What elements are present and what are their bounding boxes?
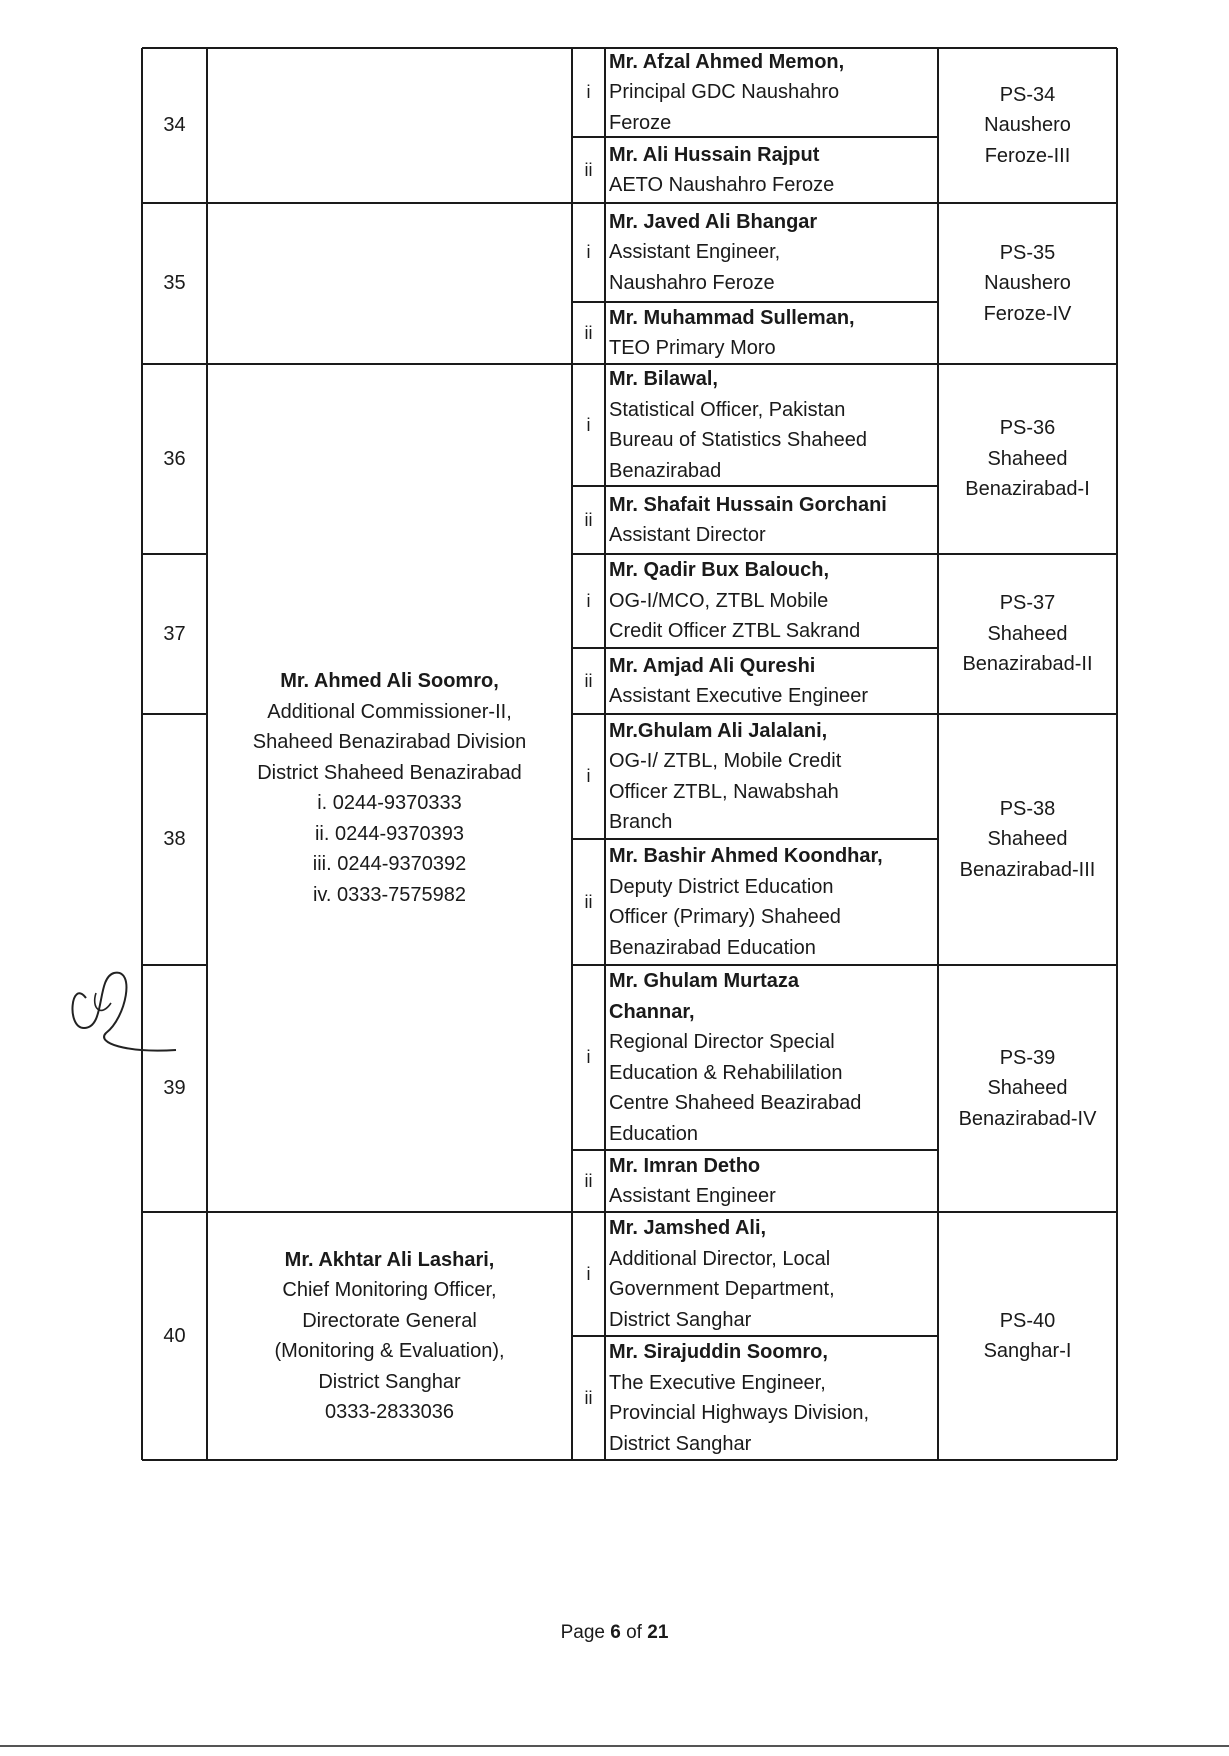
page-label: Page bbox=[560, 1622, 605, 1643]
polling-station-line: Feroze-IV bbox=[983, 302, 1072, 325]
member-line: Channar, bbox=[609, 1000, 695, 1023]
serial-number: 40 bbox=[163, 1324, 186, 1347]
polling-station-line: Benazirabad-III bbox=[959, 858, 1096, 881]
presiding-officer-cell bbox=[207, 364, 572, 1212]
officer-line: iv. 0333-7575982 bbox=[312, 883, 467, 906]
member-cell bbox=[605, 364, 938, 486]
member-cell bbox=[605, 203, 938, 302]
serial-number: 39 bbox=[163, 1077, 186, 1100]
member-line: Assistant Director bbox=[609, 524, 766, 546]
member-sub-index: ii bbox=[584, 670, 593, 691]
polling-station-line: Benazirabad-II bbox=[962, 653, 1093, 676]
member-line: Officer ZTBL, Nawabshah bbox=[609, 780, 839, 803]
officer-line: 0333-2833036 bbox=[324, 1401, 454, 1423]
serial-number-cell bbox=[142, 203, 207, 364]
member-sub-index: ii bbox=[584, 891, 593, 912]
member-line: Feroze bbox=[609, 111, 672, 134]
member-line: Naushahro Feroze bbox=[609, 271, 775, 294]
serial-number-cell bbox=[142, 48, 207, 203]
polling-station-line: Shaheed bbox=[987, 1077, 1068, 1100]
polling-station-line: PS-35 bbox=[999, 241, 1056, 264]
member-line: District Sanghar bbox=[609, 1308, 752, 1331]
member-cell bbox=[605, 839, 938, 965]
member-sub-index: i bbox=[586, 82, 591, 102]
member-line: TEO Primary Moro bbox=[609, 337, 776, 359]
member-line: Education & Rehabililation bbox=[609, 1061, 843, 1084]
presiding-officer-cell bbox=[207, 1212, 572, 1460]
member-line: District Sanghar bbox=[609, 1432, 752, 1455]
member-sub-index: i bbox=[586, 766, 591, 786]
polling-station-line: Benazirabad-IV bbox=[958, 1107, 1097, 1130]
page-total: 21 bbox=[647, 1622, 669, 1643]
polling-station-line: Feroze-III bbox=[984, 144, 1071, 167]
polling-station-line: PS-39 bbox=[999, 1046, 1056, 1069]
member-line: Mr. Amjad Ali Qureshi bbox=[609, 654, 816, 677]
polling-station-line: Naushero bbox=[984, 272, 1071, 295]
member-sub-index: ii bbox=[584, 509, 593, 530]
member-line: Mr. Jamshed Ali, bbox=[609, 1217, 767, 1239]
member-line: Assistant Engineer bbox=[609, 1185, 776, 1207]
member-line: Provincial Highways Division, bbox=[609, 1402, 870, 1424]
serial-number: 36 bbox=[163, 447, 186, 470]
footer-rule bbox=[0, 1745, 1229, 1747]
officer-line: Mr. Akhtar Ali Lashari, bbox=[284, 1248, 495, 1271]
officer-line: Directorate General bbox=[302, 1309, 477, 1332]
polling-station-cell bbox=[938, 714, 1117, 965]
officer-line: Mr. Ahmed Ali Soomro, bbox=[280, 670, 499, 692]
member-cell bbox=[605, 1150, 938, 1212]
polling-station-cell bbox=[938, 554, 1117, 714]
member-line: Mr. Bashir Ahmed Koondhar, bbox=[609, 845, 883, 867]
officer-line: (Monitoring & Evaluation), bbox=[274, 1340, 505, 1362]
member-line: Mr. Qadir Bux Balouch, bbox=[609, 559, 830, 582]
polling-station-cell bbox=[938, 48, 1117, 203]
polling-station-cell bbox=[938, 364, 1117, 554]
polling-station-line: Shaheed bbox=[987, 447, 1068, 470]
member-line: Education bbox=[609, 1122, 698, 1145]
member-line: Mr. Afzal Ahmed Memon, bbox=[609, 50, 845, 73]
member-sub-index: ii bbox=[584, 1170, 593, 1191]
member-sub-index: ii bbox=[584, 159, 593, 180]
member-line: AETO Naushahro Feroze bbox=[609, 174, 835, 196]
member-line: The Executive Engineer, bbox=[609, 1371, 826, 1394]
polling-station-line: PS-37 bbox=[999, 592, 1056, 615]
member-line: Mr. Ghulam Murtaza bbox=[609, 970, 800, 992]
member-line: Mr. Ali Hussain Rajput bbox=[609, 143, 820, 166]
page-number bbox=[0, 1622, 1229, 1644]
handwritten-signature bbox=[66, 958, 186, 1068]
member-line: Centre Shaheed Beazirabad bbox=[609, 1092, 862, 1114]
officer-line: Shaheed Benazirabad Division bbox=[252, 731, 527, 753]
polling-station-line: PS-40 bbox=[999, 1309, 1056, 1332]
serial-number-cell bbox=[142, 1212, 207, 1460]
member-cell bbox=[605, 965, 938, 1150]
member-cell bbox=[605, 486, 938, 554]
officer-line: iii. 0244-9370392 bbox=[312, 853, 467, 875]
member-line: Mr. Shafait Hussain Gorchani bbox=[609, 493, 887, 516]
serial-number-cell bbox=[142, 364, 207, 554]
polling-station-cell bbox=[938, 965, 1117, 1212]
officer-line: Chief Monitoring Officer, bbox=[282, 1279, 497, 1301]
member-sub-index: i bbox=[586, 1047, 591, 1067]
member-line: Benazirabad Education bbox=[609, 936, 816, 959]
member-sub-index: i bbox=[586, 242, 591, 262]
member-sub-index: i bbox=[586, 1263, 591, 1284]
officer-line: ii. 0244-9370393 bbox=[314, 822, 464, 845]
member-line: Mr.Ghulam Ali Jalalani, bbox=[609, 719, 828, 742]
member-sub-index: i bbox=[586, 414, 591, 435]
member-line: Deputy District Education bbox=[609, 875, 834, 898]
member-sub-index: ii bbox=[584, 1387, 593, 1408]
member-line: Mr. Bilawal, bbox=[609, 368, 718, 390]
member-line: Officer (Primary) Shaheed bbox=[609, 906, 841, 928]
member-cell bbox=[605, 714, 938, 839]
member-sub-index: ii bbox=[584, 322, 593, 343]
member-line: Mr. Muhammad Sulleman, bbox=[609, 306, 855, 329]
member-line: Regional Director Special bbox=[609, 1031, 835, 1053]
member-line: Statistical Officer, Pakistan bbox=[609, 398, 846, 421]
page-of: of bbox=[626, 1622, 642, 1643]
member-line: Mr. Javed Ali Bhangar bbox=[609, 210, 818, 233]
member-cell bbox=[605, 48, 938, 137]
polling-station-line: PS-36 bbox=[999, 417, 1056, 440]
member-line: Additional Director, Local bbox=[609, 1247, 831, 1270]
serial-number: 35 bbox=[163, 272, 186, 295]
serial-number: 34 bbox=[163, 114, 186, 137]
member-cell bbox=[605, 1336, 938, 1460]
member-line: Government Department, bbox=[609, 1278, 835, 1300]
officer-line: District Sanghar bbox=[318, 1370, 461, 1393]
member-line: Branch bbox=[609, 811, 673, 833]
polling-station-line: PS-38 bbox=[999, 797, 1056, 820]
member-line: Bureau of Statistics Shaheed bbox=[609, 429, 867, 451]
polling-station-line: Shaheed bbox=[987, 828, 1068, 851]
member-line: Principal GDC Naushahro bbox=[609, 81, 840, 104]
member-line: OG-I/MCO, ZTBL Mobile bbox=[609, 589, 829, 612]
member-line: Assistant Engineer, bbox=[609, 241, 781, 264]
polling-station-cell bbox=[938, 1212, 1117, 1460]
member-cell bbox=[605, 137, 938, 203]
officer-line: i. 0244-9370333 bbox=[317, 792, 462, 814]
member-line: OG-I/ ZTBL, Mobile Credit bbox=[609, 750, 842, 772]
polling-station-line: PS-34 bbox=[999, 83, 1056, 106]
serial-number-cell bbox=[142, 714, 207, 965]
officer-line: District Shaheed Benazirabad bbox=[257, 761, 522, 784]
serial-number: 38 bbox=[163, 828, 186, 851]
member-cell bbox=[605, 302, 938, 364]
officer-line: Additional Commissioner-II, bbox=[267, 700, 512, 723]
member-line: Mr. Sirajuddin Soomro, bbox=[609, 1341, 828, 1363]
member-line: Assistant Executive Engineer bbox=[609, 685, 869, 707]
member-line: Benazirabad bbox=[609, 459, 722, 482]
member-cell bbox=[605, 1212, 938, 1336]
polling-station-line: Shaheed bbox=[987, 622, 1068, 645]
member-line: Credit Officer ZTBL Sakrand bbox=[609, 620, 861, 643]
polling-station-cell bbox=[938, 203, 1117, 364]
member-sub-index: i bbox=[586, 590, 591, 611]
member-line: Mr. Imran Detho bbox=[609, 1154, 761, 1177]
polling-station-line: Sanghar-I bbox=[983, 1340, 1072, 1362]
serial-number: 37 bbox=[163, 622, 186, 645]
polling-station-line: Benazirabad-I bbox=[965, 478, 1090, 501]
member-cell bbox=[605, 554, 938, 648]
polling-station-line: Naushero bbox=[984, 114, 1071, 137]
member-cell bbox=[605, 648, 938, 714]
page-current: 6 bbox=[610, 1622, 621, 1643]
serial-number-cell bbox=[142, 554, 207, 714]
